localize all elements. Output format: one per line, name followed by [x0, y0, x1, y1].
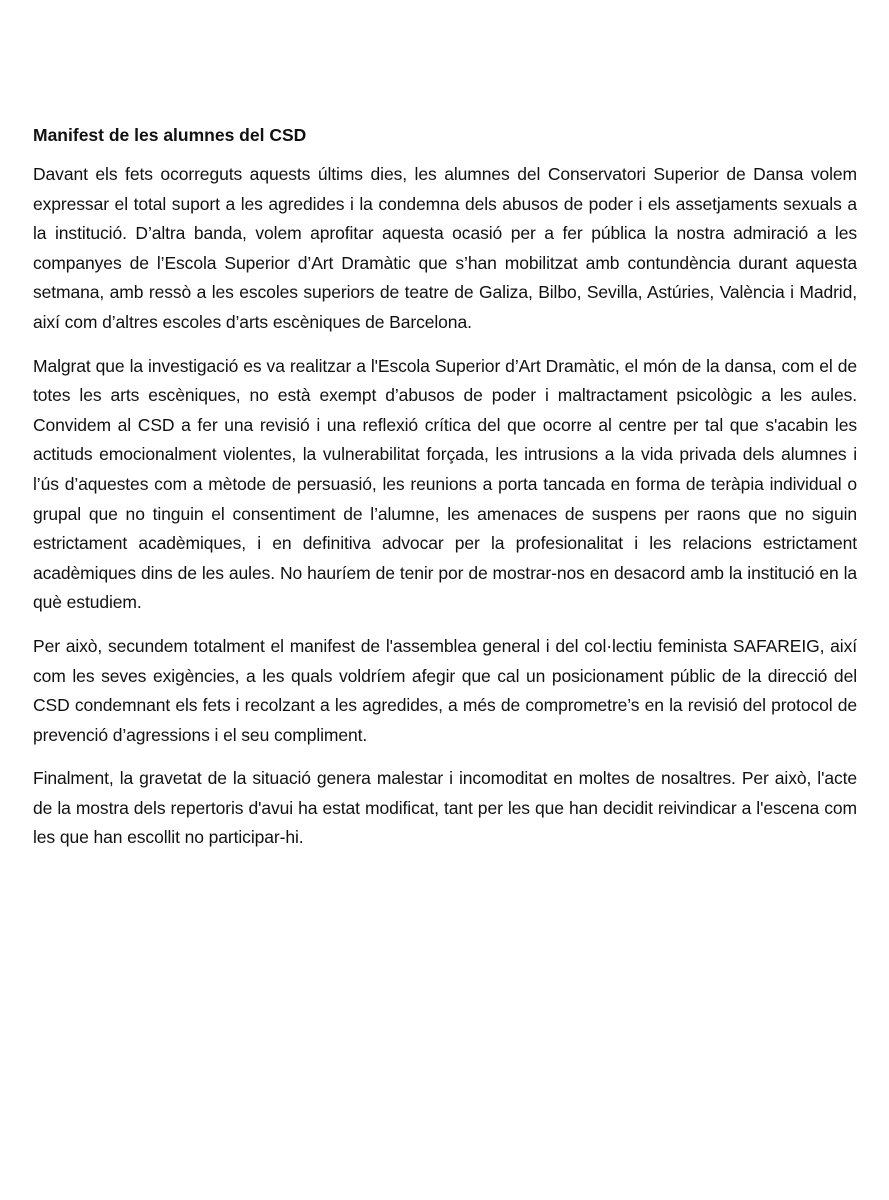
paragraph-3: Per això, secundem totalment el manifest de l'assemblea general i del col·lectiu feminista SAFAREIG, així com les seves exigències, a les quals voldríem afegir que cal un posicionament públic de la direcció del CSD condemnant els fets i recolzant a les agredides, a més de comprometre’s en la revisió del protocol de prevenció d’agressions i el seu compliment. — [33, 635, 857, 745]
paragraph-4: Finalment, la gravetat de la situació genera malestar i incomoditat en moltes de nosaltres. Per això, l'acte de la mostra dels repertoris d'avui ha estat modificat, tant per les que han decidit reivindicar a l'escena com les que han escollit no participar-hi. — [33, 768, 857, 848]
document-title: Manifest de les alumnes del CSD — [33, 125, 307, 145]
paragraph-1: Davant els fets ocorreguts aquests últims dies, les alumnes del Conservatori Superior de Dansa volem expressar el total suport a les agredides i la condemna dels abusos de poder i els assetjaments sexuals a la institució. D’altra banda, volem aprofitar aquesta ocasió per a fer pública la nostra admiració a les companyes de l’Escola Superior d’Art Dramàtic que s’han mobilitzat amb contundència durant aquesta setmana, amb ressò a les escoles superiors de teatre de Galiza, Bilbo, Sevilla, Astúries, València i Madrid, així com d’altres escoles d’arts escèniques de Barcelona. — [33, 164, 857, 332]
paragraph-2: Malgrat que la investigació es va realitzar a l'Escola Superior d’Art Dramàtic, el món de la dansa, com el de totes les arts escèniques, no està exempt d’abusos de poder i maltractament psicològic a les aules. Convidem al CSD a fer una revisió i una reflexió crítica del que ocorre al centre per tal que s'acabin les actituds emocionalment violentes, la vulnerabilitat forçada, les intrusions a la vida privada dels alumnes i l’ús d’aquestes com a mètode de persuasió, les reunions a porta tancada en forma de teràpia individual o grupal que no tinguin el consentiment de l’alumne, les amenaces de suspens per raons que no siguin estrictament acadèmiques, i en definitiva advocar per la profesionalitat i les relacions estrictament acadèmiques dins de les aules. No hauríem de tenir por de mostrar-nos en desacord amb la institució en la què estudiem. — [33, 355, 857, 613]
document-body — [33, 122, 857, 867]
